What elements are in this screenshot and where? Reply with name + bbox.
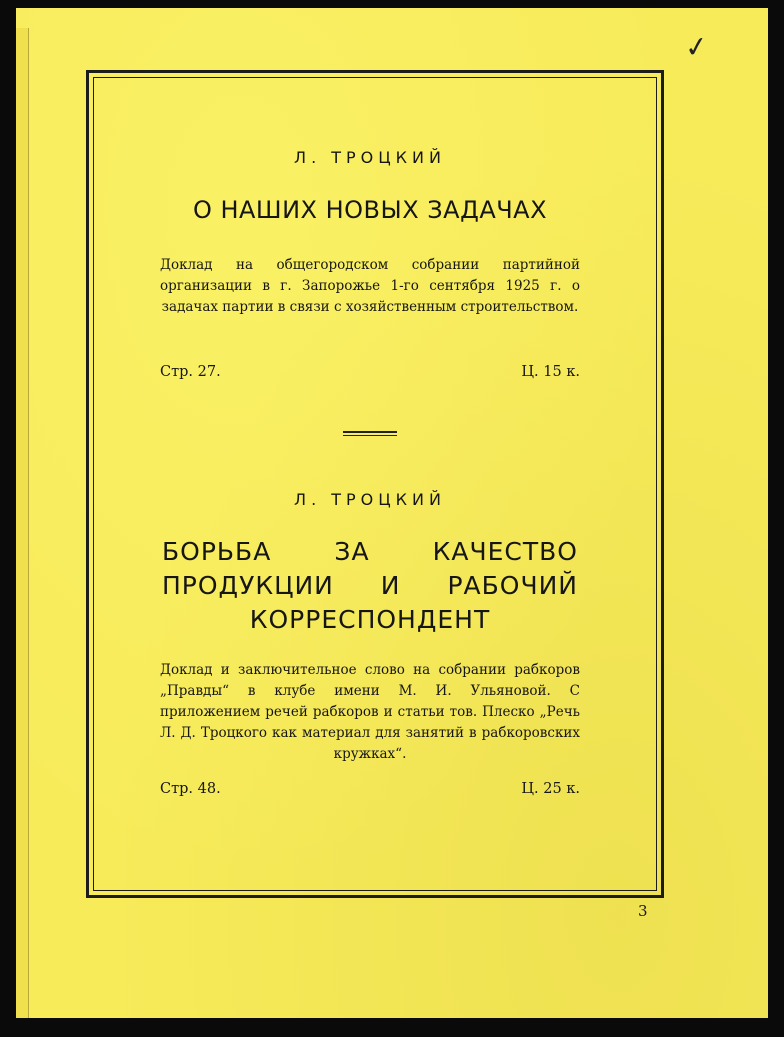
item2-author: Л. ТРОЦКИЙ: [294, 490, 446, 509]
item2-title: БОРЬБА ЗА КАЧЕСТВО ПРОДУКЦИИ И РАБОЧИЙ КОРРЕСПОНДЕНТ: [162, 537, 578, 634]
item1-meta: [160, 364, 580, 380]
page-number: 3: [638, 902, 648, 920]
item1-pages: Стр. 27.: [160, 364, 221, 380]
item1-author: Л. ТРОЦКИЙ: [294, 148, 446, 167]
item1-description: Доклад на общегородском собрании партийной организации в г. Запорожье 1-го сентября 1925 г. о задачах партии в связи с хозяйственным строительством.: [160, 257, 580, 315]
handwritten-checkmark: ✓: [682, 28, 711, 65]
item2-price: Ц. 25 к.: [521, 781, 580, 797]
item1-title: О НАШИХ НОВЫХ ЗАДАЧАХ: [192, 196, 548, 224]
item2-meta: [160, 781, 580, 797]
page-spine: [16, 28, 29, 1018]
item2-description: Доклад и заключительное слово на собрании рабкоров „Правды“ в клубе имени М. И. Ульяновой. С приложением речей рабкоров и статьи тов. Плеско „Речь Л. Д. Троцкого как материал для занятий в рабкоровских кружках“.: [160, 662, 580, 762]
item2-pages: Стр. 48.: [160, 781, 221, 797]
section-divider: [343, 431, 397, 437]
item1-price: Ц. 15 к.: [521, 364, 580, 380]
